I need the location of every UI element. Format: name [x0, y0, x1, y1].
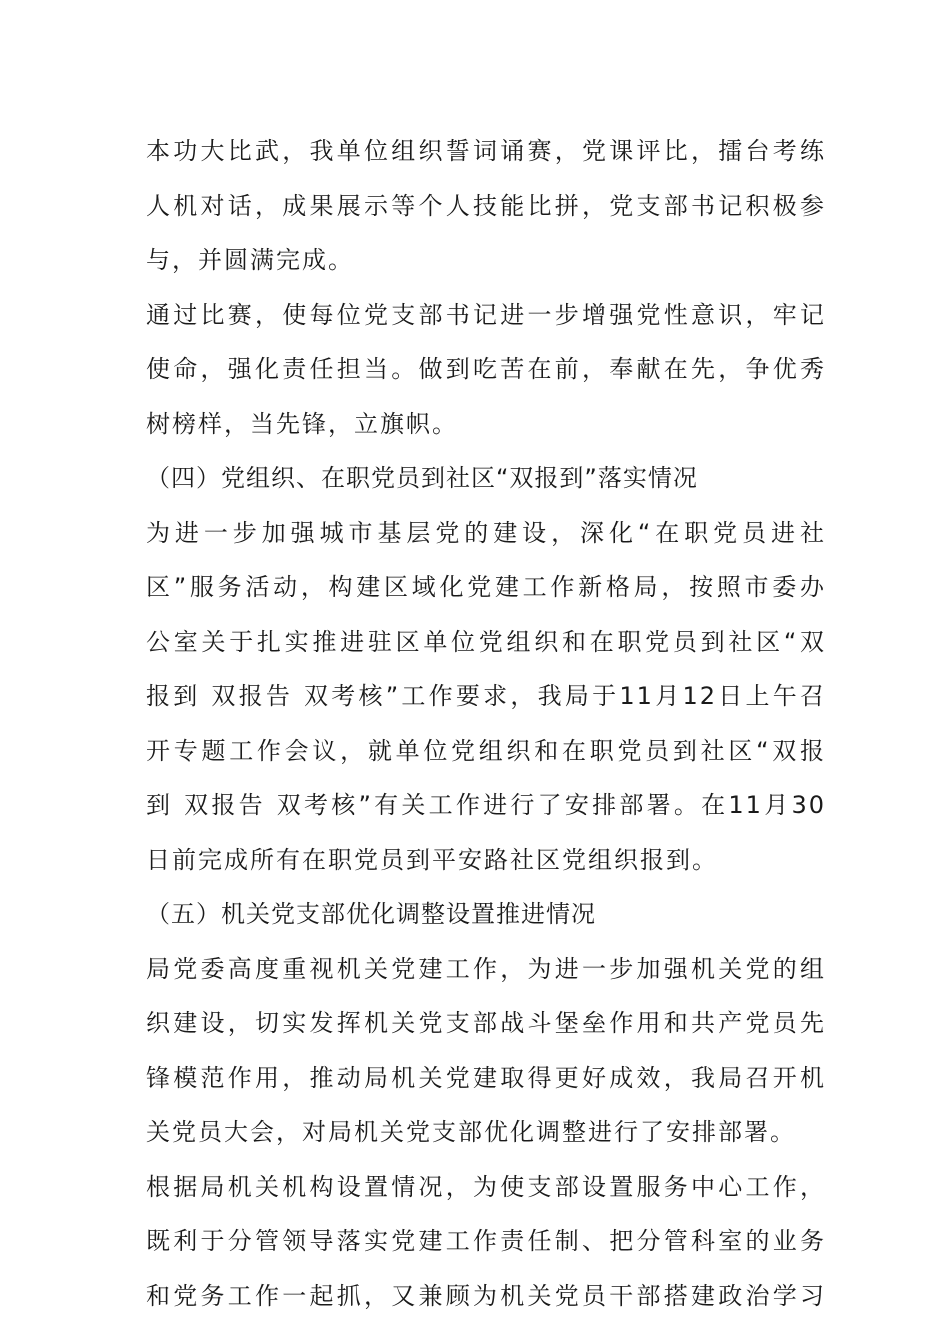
text-line: 锋模范作用，推动局机关党建取得更好成效，我局召开机 — [146, 1063, 826, 1092]
text-line: 区”服务活动，构建区域化党建工作新格局，按照市委办 — [146, 573, 826, 601]
text-line: 树榜样，当先锋，立旗帜。 — [146, 409, 458, 438]
text-line: 和党务工作一起抓，又兼顾为机关党员干部搭建政治学习 — [146, 1281, 826, 1310]
text-line: 关党员大会，对局机关党支部优化调整进行了安排部署。 — [146, 1118, 796, 1146]
text-line: 日前完成所有在职党员到平安路社区党组织报到。 — [146, 845, 718, 874]
text-line: 公室关于扎实推进驻区单位党组织和在职党员到社区“双 — [146, 627, 826, 656]
text-line: 织建设，切实发挥机关党支部战斗堡垒作用和共产党员先 — [146, 1009, 826, 1037]
text-line: 开专题工作会议，就单位党组织和在职党员到社区“双报 — [146, 736, 826, 765]
document-body — [146, 124, 826, 1323]
text-line: 局党委高度重视机关党建工作，为进一步加强机关党的组 — [146, 954, 826, 983]
text-line: 根据局机关机构设置情况，为使支部设置服务中心工作， — [146, 1172, 826, 1201]
section-heading: （四）党组织、在职党员到社区“双报到”落实情况 — [146, 464, 698, 492]
text-line: 人机对话，成果展示等个人技能比拼，党支部书记积极参 — [146, 191, 826, 220]
text-line: 报到 双报告 双考核”工作要求，我局于11月12日上午召 — [146, 682, 826, 710]
text-line: 到 双报告 双考核”有关工作进行了安排部署。在11月30 — [146, 791, 826, 819]
text-line: 通过比赛，使每位党支部书记进一步增强党性意识，牢记 — [146, 300, 826, 329]
text-line: 与，并圆满完成。 — [146, 246, 354, 274]
section-heading: （五）机关党支部优化调整设置推进情况 — [146, 900, 596, 928]
text-line: 为进一步加强城市基层党的建设，深化“在职党员进社 — [146, 518, 826, 547]
text-line: 本功大比武，我单位组织誓词诵赛，党课评比，擂台考练 — [146, 137, 826, 165]
text-line: 既利于分管领导落实党建工作责任制、把分管科室的业务 — [146, 1227, 826, 1255]
text-line: 使命，强化责任担当。做到吃苦在前，奉献在先，争优秀 — [146, 355, 826, 383]
